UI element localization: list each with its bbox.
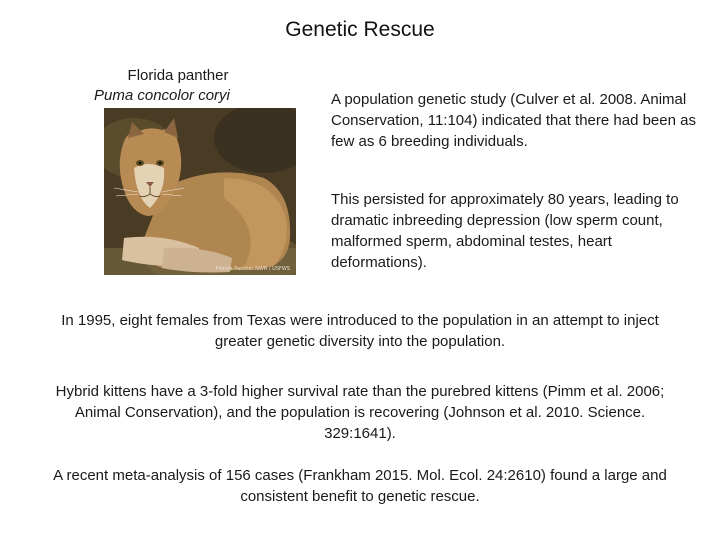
common-name: Florida panther <box>127 67 229 84</box>
paragraph-inbreeding: This persisted for approximately 80 years, leading to dramatic inbreeding depression (low sperm count, malformed sperm, abdominal testes, heart deformations). <box>331 191 679 271</box>
paragraph-hybrid-kittens: Hybrid kittens have a 3-fold higher survival rate than the purebred kittens (Pimm et al. 2006; Animal Conservation), and the population is recovering (Johnson et al. 2010. Science. 329:1641). <box>55 383 665 442</box>
florida-panther-photo <box>104 108 296 275</box>
paragraph-meta-analysis: A recent meta-analysis of 156 cases (Frankham 2015. Mol. Ecol. 24:2610) found a large and consistent benefit to genetic rescue. <box>53 467 667 505</box>
slide-title: Genetic Rescue <box>285 18 435 41</box>
latin-name: Puma concolor coryi <box>94 87 230 104</box>
paragraph-introduction: In 1995, eight females from Texas were introduced to the population in an attempt to inject greater genetic diversity into the population. <box>61 312 659 350</box>
panther-illustration <box>104 108 296 275</box>
photo-credit: Florida Panther NWR / USFWS <box>215 266 290 272</box>
paragraph-population-study: A population genetic study (Culver et al. 2008. Animal Conservation, 11:104) indicated that there had been as few as 6 breeding individuals. <box>331 91 696 150</box>
photo-caption <box>88 66 268 106</box>
